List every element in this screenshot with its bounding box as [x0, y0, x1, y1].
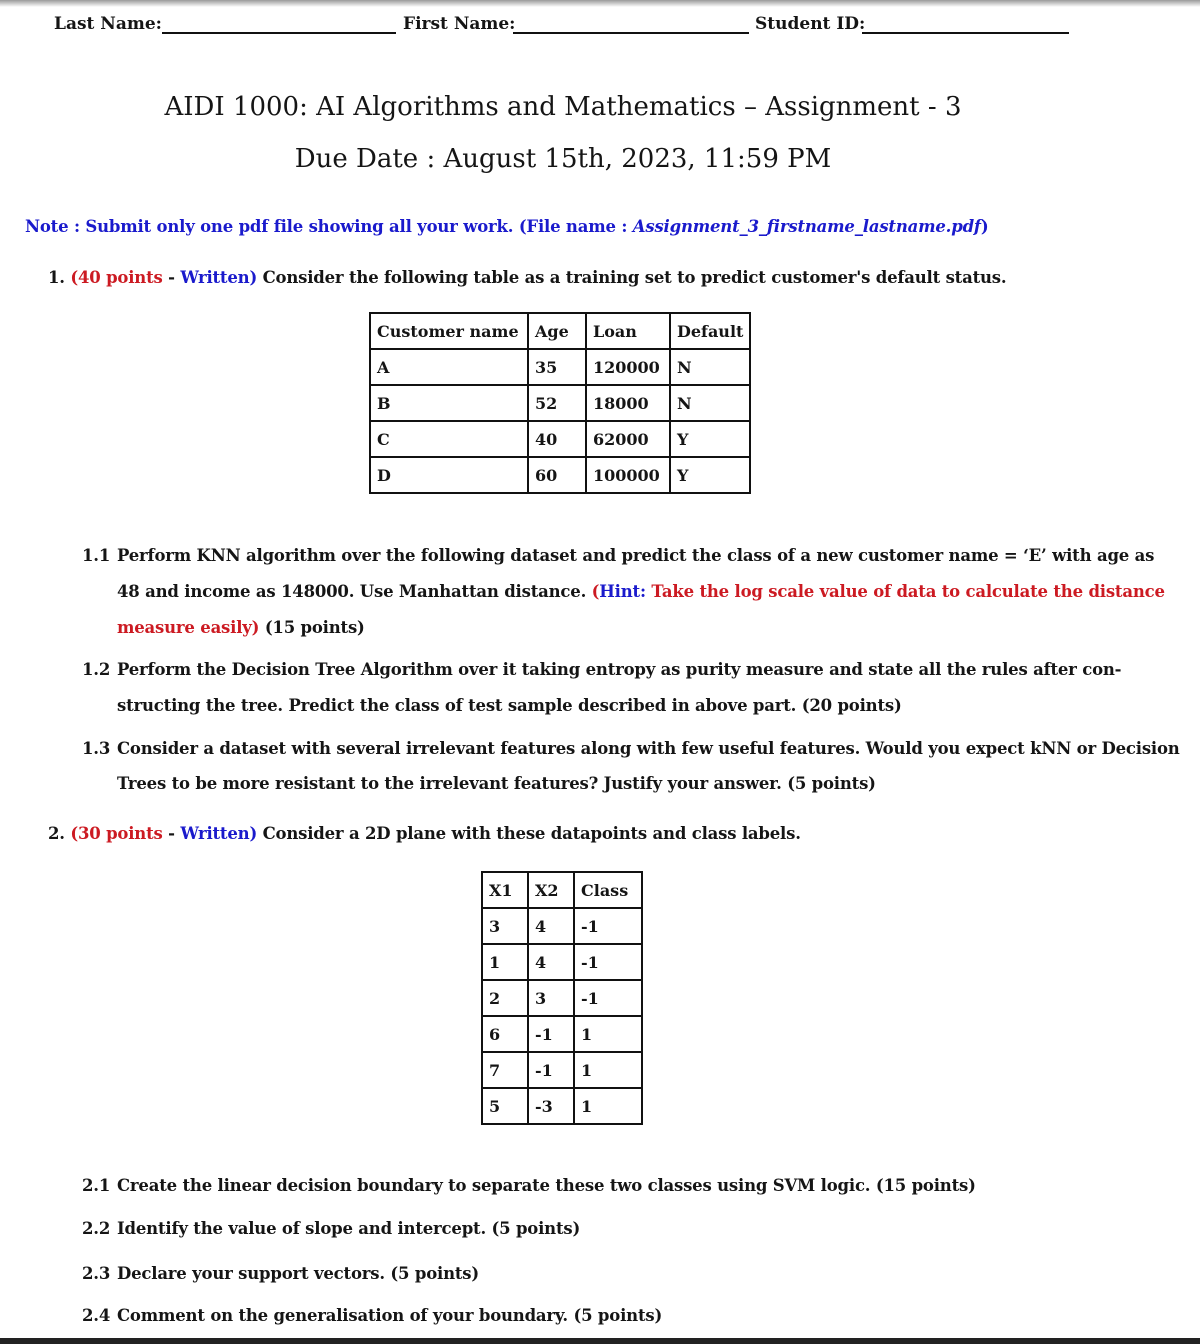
sub-2-3-text: Declare your support vectors. (5 points)	[117, 1264, 479, 1283]
q2-type: Written)	[180, 824, 258, 843]
student-id-line	[862, 32, 1069, 34]
table-row	[482, 980, 642, 1016]
sub-1-2-line1: Perform the Decision Tree Algorithm over it taking entropy as purity measure and state all the rules after con-	[117, 660, 1122, 679]
cell-default: N	[670, 385, 750, 421]
col-header-age: Age	[528, 313, 586, 349]
col-header-x2: X2	[528, 872, 574, 908]
sub-1-1-number: 1.1	[82, 546, 111, 565]
cell-class: 1	[574, 1016, 642, 1052]
sub-1-2-number: 1.2	[82, 660, 111, 679]
submission-note	[25, 217, 988, 236]
sub-1-2-line2: structing the tree. Predict the class of test sample described in above part. (20 points)	[117, 696, 902, 715]
last-name-label: Last Name:	[54, 14, 162, 34]
q2-number: 2.	[48, 824, 65, 843]
sub-1-1-points: (15 points)	[259, 618, 365, 637]
col-header-customer: Customer name	[370, 313, 528, 349]
sub-2-1-text: Create the linear decision boundary to separate these two classes using SVM logic. (15 points)	[117, 1176, 976, 1195]
cell-loan: 62000	[586, 421, 670, 457]
cell-class: -1	[574, 908, 642, 944]
cell-customer: B	[370, 385, 528, 421]
cell-class: -1	[574, 980, 642, 1016]
table-row	[482, 1052, 642, 1088]
sub-1-3-line1: Consider a dataset with several irrelevant features along with few useful features. Would you expect kNN or Decision	[117, 739, 1180, 758]
cell-class: -1	[574, 944, 642, 980]
hint-open: (	[591, 582, 600, 601]
bottom-edge-bar	[0, 1338, 1200, 1344]
cell-age: 52	[528, 385, 586, 421]
col-header-x1: X1	[482, 872, 528, 908]
q2-points: (30 points	[70, 824, 163, 843]
sub-2-4-number: 2.4	[82, 1306, 111, 1325]
sub-2-1-number: 2.1	[82, 1176, 111, 1195]
table-row	[482, 908, 642, 944]
cell-class: 1	[574, 1052, 642, 1088]
customer-table	[369, 312, 751, 494]
sub-1-3-line2: Trees to be more resistant to the irrelevant features? Justify your answer. (5 points)	[117, 774, 876, 793]
cell-loan: 120000	[586, 349, 670, 385]
first-name-line	[513, 32, 749, 34]
col-header-default: Default	[670, 313, 750, 349]
sub-1-1-line2	[117, 582, 1165, 601]
cell-x1: 2	[482, 980, 528, 1016]
table-row	[482, 944, 642, 980]
cell-x2: 3	[528, 980, 574, 1016]
sub-2-2-number: 2.2	[82, 1219, 111, 1238]
cell-age: 60	[528, 457, 586, 493]
table-header-row	[370, 313, 750, 349]
table-row	[370, 385, 750, 421]
q1-dash: -	[162, 268, 181, 287]
cell-x1: 3	[482, 908, 528, 944]
cell-x2: -1	[528, 1052, 574, 1088]
cell-loan: 100000	[586, 457, 670, 493]
col-header-class: Class	[574, 872, 642, 908]
cell-loan: 18000	[586, 385, 670, 421]
cell-customer: C	[370, 421, 528, 457]
datapoints-table	[481, 871, 643, 1125]
cell-x1: 1	[482, 944, 528, 980]
cell-default: Y	[670, 421, 750, 457]
col-header-loan: Loan	[586, 313, 670, 349]
cell-customer: A	[370, 349, 528, 385]
sub-1-1-line1: Perform KNN algorithm over the following dataset and predict the class of a new customer name = ‘E’ with age as	[117, 546, 1155, 565]
sub-2-3-number: 2.3	[82, 1264, 111, 1283]
cell-customer: D	[370, 457, 528, 493]
cell-x2: 4	[528, 944, 574, 980]
q1-points: (40 points	[70, 268, 163, 287]
note-suffix: )	[980, 217, 989, 236]
cell-age: 40	[528, 421, 586, 457]
table-row	[370, 457, 750, 493]
cell-class: 1	[574, 1088, 642, 1124]
cell-x1: 7	[482, 1052, 528, 1088]
q2-dash: -	[162, 824, 181, 843]
q1-number: 1.	[48, 268, 65, 287]
table-row	[482, 1088, 642, 1124]
first-name-label: First Name:	[403, 14, 516, 34]
hint-label: Hint:	[599, 582, 646, 601]
q2-text: Consider a 2D plane with these datapoints and class labels.	[257, 824, 801, 843]
cell-x2: -1	[528, 1016, 574, 1052]
sub-1-3-number: 1.3	[82, 739, 111, 758]
sub-2-4-text: Comment on the generalisation of your boundary. (5 points)	[117, 1306, 663, 1325]
cell-default: Y	[670, 457, 750, 493]
hint-close: )	[251, 618, 260, 637]
table-row	[370, 421, 750, 457]
cell-x2: -3	[528, 1088, 574, 1124]
table-row	[370, 349, 750, 385]
note-prefix: Note : Submit only one pdf file showing all your work. (File name :	[25, 217, 633, 236]
due-date: Due Date : August 15th, 2023, 11:59 PM	[294, 144, 832, 174]
question-1-heading	[48, 268, 1006, 287]
sub-2-2-text: Identify the value of slope and intercept. (5 points)	[117, 1219, 581, 1238]
student-id-label: Student ID:	[755, 14, 866, 34]
table-header-row	[482, 872, 642, 908]
q1-type: Written)	[180, 268, 258, 287]
cell-default: N	[670, 349, 750, 385]
last-name-line	[162, 32, 396, 34]
q1-text: Consider the following table as a training set to predict customer's default status.	[257, 268, 1007, 287]
cell-x1: 6	[482, 1016, 528, 1052]
top-edge-shadow	[0, 0, 1200, 7]
hint-text: Take the log scale value of data to calculate the distance	[645, 582, 1165, 601]
question-2-heading	[48, 824, 801, 843]
hint-end: measure easily	[117, 618, 252, 637]
sub-1-1-line3	[117, 618, 365, 637]
assignment-title: AIDI 1000: AI Algorithms and Mathematics – Assignment - 3	[164, 92, 962, 122]
cell-x1: 5	[482, 1088, 528, 1124]
sub-1-1-text: 48 and income as 148000. Use Manhattan distance.	[117, 582, 592, 601]
note-filename: Assignment_3_firstname_lastname.pdf	[632, 217, 981, 236]
cell-x2: 4	[528, 908, 574, 944]
cell-age: 35	[528, 349, 586, 385]
table-row	[482, 1016, 642, 1052]
